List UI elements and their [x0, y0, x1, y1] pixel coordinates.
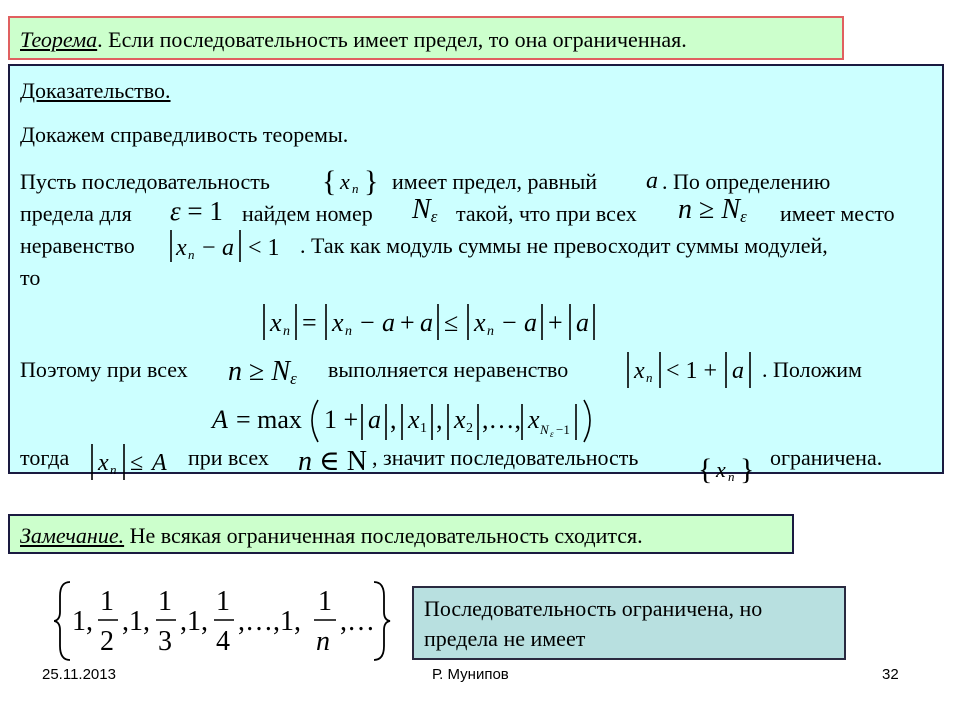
svg-text:−: −: [360, 308, 375, 337]
svg-text:x: x: [270, 308, 282, 337]
svg-text:≤: ≤: [130, 450, 144, 476]
svg-text:2: 2: [466, 421, 473, 436]
svg-text:= max: = max: [236, 405, 302, 434]
svg-text:,: ,: [390, 405, 397, 434]
svg-text:−1: −1: [556, 422, 570, 437]
formula-example-sequence: [54, 576, 394, 666]
svg-text:,1,: ,1,: [180, 606, 208, 637]
svg-text:1: 1: [420, 421, 427, 436]
remark-box: [8, 514, 794, 554]
svg-text:≤: ≤: [444, 308, 459, 337]
svg-text:x: x: [176, 235, 187, 261]
svg-text:a: a: [222, 235, 234, 261]
svg-text:< 1 +: < 1 +: [666, 358, 718, 384]
formula-n-geq-N: $n \ge N_\varepsilon$: [678, 194, 747, 227]
svg-text:a: a: [420, 308, 433, 337]
proof-line-1c: . По определению: [662, 169, 831, 194]
proof-line-2d: имеет место: [780, 201, 895, 226]
svg-text:a: a: [524, 308, 537, 337]
svg-text:x: x: [408, 405, 420, 434]
proof-line-2b: найдем номер: [242, 201, 373, 226]
formula-A-max: [206, 392, 606, 448]
svg-text:1,: 1,: [72, 606, 93, 637]
svg-text:a: a: [368, 405, 381, 434]
svg-text:x: x: [634, 358, 645, 384]
proof-line-6c: , значит последовательность: [372, 445, 639, 470]
svg-text:}: }: [364, 165, 379, 198]
proof-line-6d: ограничена.: [770, 445, 883, 470]
svg-text:A: A: [152, 450, 167, 476]
svg-text:x: x: [340, 169, 350, 194]
svg-text:n: n: [188, 247, 195, 262]
remark-text: Не всякая ограниченная последовательность сходится.: [124, 523, 643, 548]
footer-author: Р. Мунипов: [432, 666, 509, 683]
svg-text:4: 4: [216, 626, 230, 657]
svg-text:1: 1: [100, 586, 114, 617]
svg-text:{: {: [698, 453, 713, 486]
svg-text:1: 1: [158, 586, 172, 617]
svg-text:1: 1: [216, 586, 230, 617]
formula-seq-xn: [322, 162, 382, 202]
svg-text:x: x: [98, 450, 109, 476]
proof-line-3b: . Так как модуль суммы не превосходит суммы модулей,: [300, 233, 828, 258]
proof-line-1b: имеет предел, равный: [392, 169, 598, 194]
svg-text:x: x: [716, 457, 726, 482]
svg-text:n: n: [352, 181, 359, 196]
svg-text:n: n: [345, 324, 352, 339]
formula-eps-eq-1: ε = 1: [170, 196, 223, 226]
proof-line-6b: при всех: [188, 445, 269, 470]
svg-text:ε: ε: [550, 429, 554, 439]
svg-text:,: ,: [436, 405, 443, 434]
formula-N-eps: $N_\varepsilon$: [412, 194, 438, 227]
proof-line-4: то: [20, 265, 41, 290]
formula-seq-xn-2: [698, 450, 758, 490]
theorem-text: . Если последовательность имеет предел, то она ограниченная.: [97, 27, 687, 52]
footer-page-number: 32: [882, 666, 899, 683]
remark-label: Замечание.: [20, 523, 125, 548]
note-line-1: Последовательность ограничена, но: [424, 596, 763, 621]
svg-text:−: −: [502, 308, 517, 337]
proof-line-2a: предела для: [20, 201, 132, 226]
svg-text:x: x: [528, 405, 540, 434]
svg-text:}: }: [740, 453, 755, 486]
svg-text:x: x: [474, 308, 486, 337]
remark-statement: [20, 523, 643, 549]
svg-text:a: a: [382, 308, 395, 337]
svg-text:n: n: [283, 324, 290, 339]
svg-text:,…,: ,…,: [482, 405, 521, 434]
svg-text:n: n: [316, 626, 330, 657]
svg-text:=: =: [302, 308, 317, 337]
proof-line-2c: такой, что при всех: [456, 201, 637, 226]
svg-text:A: A: [212, 405, 228, 434]
proof-line-3a: неравенство: [20, 233, 135, 258]
svg-text:x: x: [454, 405, 466, 434]
formula-a: a: [646, 168, 658, 194]
svg-text:< 1: < 1: [248, 235, 280, 261]
svg-text:n: n: [110, 462, 117, 477]
formula-triangle-inequality: [258, 300, 618, 344]
svg-text:n: n: [728, 469, 735, 484]
svg-text:2: 2: [100, 626, 114, 657]
svg-text:n: n: [646, 370, 653, 385]
svg-text:1: 1: [318, 586, 332, 617]
theorem-label: Теорема: [20, 27, 98, 52]
svg-text:a: a: [576, 308, 589, 337]
proof-box: [8, 64, 944, 486]
svg-text:N: N: [540, 422, 549, 437]
theorem-statement: [20, 27, 687, 53]
proof-line-5a: Поэтому при всех: [20, 357, 188, 382]
svg-text:,1,: ,1,: [122, 606, 150, 637]
proof-line-6a: тогда: [20, 445, 70, 470]
footer-date: 25.11.2013: [42, 666, 116, 683]
theorem-box: [8, 16, 844, 60]
proof-heading: Доказательство.: [20, 78, 171, 103]
svg-text:a: a: [732, 358, 744, 384]
svg-text:{: {: [322, 165, 337, 198]
svg-text:,…: ,…: [340, 606, 375, 637]
svg-text:1 +: 1 +: [324, 405, 359, 434]
svg-text:−: −: [202, 235, 216, 261]
formula-n-in-N: n ∈ N: [298, 446, 367, 477]
svg-text:+: +: [548, 308, 563, 337]
proof-line-1a: Пусть последовательность: [20, 169, 270, 194]
formula-n-geq-N-2: $n \ge N_\varepsilon$: [228, 356, 297, 389]
formula-abs-xn-lt-1-plus-abs-a: [622, 348, 762, 392]
note-box: [412, 586, 846, 660]
svg-text:,…,1,: ,…,1,: [238, 606, 301, 637]
svg-text:n: n: [487, 324, 494, 339]
formula-abs-xn-minus-a: [166, 226, 296, 266]
proof-line-5c: . Положим: [762, 357, 862, 382]
proof-intro: Докажем справедливость теоремы.: [20, 122, 349, 147]
svg-text:+: +: [400, 308, 415, 337]
note-line-2: предела не имеет: [424, 626, 586, 651]
formula-abs-xn-leq-A: [86, 440, 186, 484]
svg-text:x: x: [332, 308, 344, 337]
svg-text:3: 3: [158, 626, 172, 657]
proof-line-5b: выполняется неравенство: [328, 357, 569, 382]
